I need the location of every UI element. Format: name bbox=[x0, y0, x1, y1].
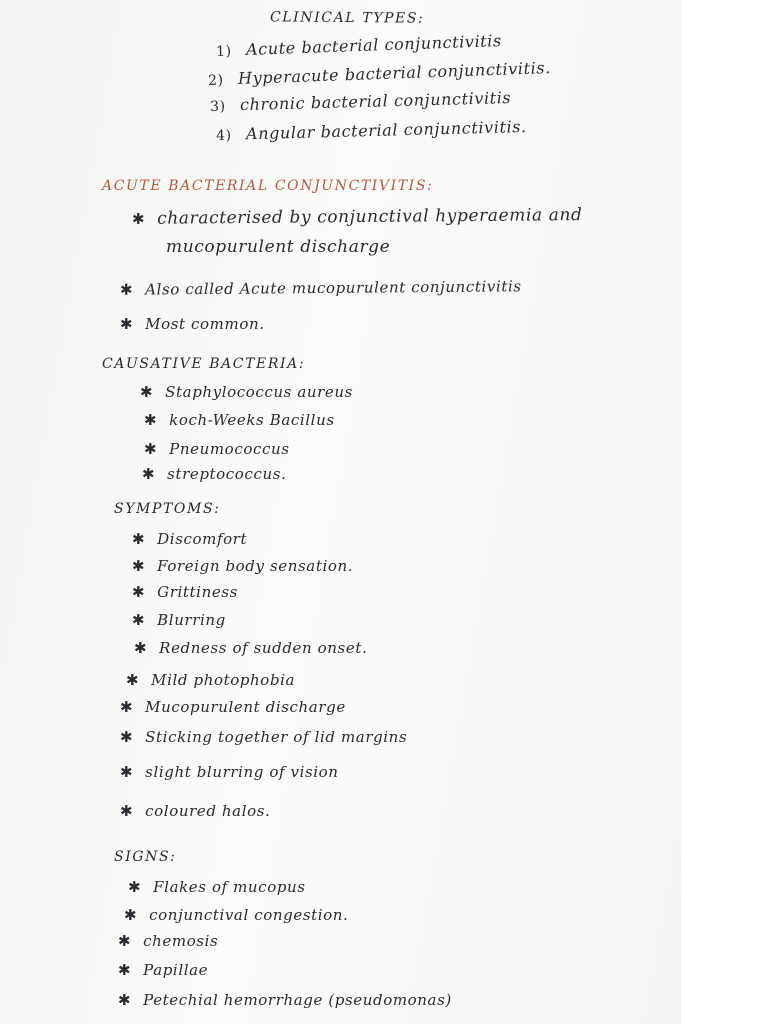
list-item-text: Mucopurulent discharge bbox=[145, 698, 346, 716]
list-item bbox=[132, 557, 353, 575]
list-item bbox=[120, 802, 270, 820]
list-item-text: Foreign body sensation. bbox=[157, 557, 354, 575]
bullet-icon: ✱ bbox=[131, 209, 146, 228]
symptoms-heading: SYMPTOMS: bbox=[114, 501, 221, 517]
list-item-text: Mild photophobia bbox=[151, 671, 296, 689]
bullet-icon: ✱ bbox=[120, 728, 134, 746]
list-item bbox=[140, 383, 353, 401]
list-item-text: streptococcus. bbox=[167, 465, 287, 483]
page-margin bbox=[682, 0, 768, 1024]
bullet-icon: ✱ bbox=[140, 383, 154, 401]
bullet-icon: ✱ bbox=[144, 440, 158, 458]
item-text: chronic bacterial conjunctivitis bbox=[239, 88, 512, 115]
list-item-text: Flakes of mucopus bbox=[153, 878, 306, 896]
bullet-icon: ✱ bbox=[142, 465, 156, 483]
acute-line bbox=[132, 205, 583, 229]
bullet-icon: ✱ bbox=[132, 583, 146, 601]
list-item-text: Sticking together of lid margins bbox=[145, 728, 408, 746]
list-item bbox=[118, 961, 208, 979]
list-item bbox=[132, 583, 238, 601]
bullet-icon: ✱ bbox=[126, 671, 140, 689]
item-number: 2) bbox=[207, 72, 225, 89]
list-item-text: Redness of sudden onset. bbox=[159, 639, 368, 657]
list-item-text: koch-Weeks Bacillus bbox=[169, 411, 335, 429]
list-item bbox=[118, 991, 452, 1009]
bullet-icon: ✱ bbox=[119, 280, 134, 299]
list-item-text: slight blurring of vision bbox=[145, 763, 339, 781]
list-item bbox=[128, 878, 306, 896]
acute-line-continued: mucopurulent discharge bbox=[166, 237, 391, 257]
list-item-text: Grittiness bbox=[157, 583, 238, 601]
list-item bbox=[142, 465, 286, 483]
bullet-icon: ✱ bbox=[120, 763, 134, 781]
clinical-types-heading: CLINICAL TYPES: bbox=[269, 9, 425, 27]
list-item bbox=[132, 611, 226, 629]
list-item bbox=[120, 728, 407, 746]
bullet-icon: ✱ bbox=[118, 991, 132, 1009]
list-item bbox=[124, 906, 348, 924]
list-item bbox=[118, 932, 218, 950]
bullet-icon: ✱ bbox=[132, 557, 146, 575]
bullet-icon: ✱ bbox=[128, 878, 142, 896]
bullet-icon: ✱ bbox=[132, 530, 146, 548]
list-item bbox=[144, 440, 290, 458]
acute-line-text: Also called Acute mucopurulent conjunctivitis bbox=[145, 277, 522, 299]
bullet-icon: ✱ bbox=[124, 906, 138, 924]
list-item bbox=[120, 698, 346, 716]
list-item-text: chemosis bbox=[143, 932, 219, 950]
item-number: 3) bbox=[209, 98, 226, 115]
list-item-text: Petechial hemorrhage (pseudomonas) bbox=[143, 991, 452, 1009]
list-item-text: conjunctival congestion. bbox=[149, 906, 349, 924]
bullet-icon: ✱ bbox=[120, 315, 134, 333]
list-item-text: Papillae bbox=[143, 961, 209, 979]
item-number: 1) bbox=[215, 43, 232, 60]
list-item-text: Staphylococcus aureus bbox=[165, 383, 353, 401]
list-item-text: coloured halos. bbox=[145, 802, 271, 820]
list-item bbox=[134, 639, 367, 657]
list-item bbox=[132, 530, 247, 548]
list-item-text: Blurring bbox=[157, 611, 226, 629]
list-item bbox=[144, 411, 335, 429]
bullet-icon: ✱ bbox=[120, 802, 134, 820]
list-item bbox=[120, 763, 339, 781]
item-text: Acute bacterial conjunctivitis bbox=[245, 31, 503, 59]
bullet-icon: ✱ bbox=[118, 932, 132, 950]
list-item-text: Pneumococcus bbox=[169, 440, 290, 458]
bullet-icon: ✱ bbox=[118, 961, 132, 979]
bullet-icon: ✱ bbox=[134, 639, 148, 657]
signs-heading: SIGNS: bbox=[114, 849, 177, 865]
item-text: Angular bacterial conjunctivitis. bbox=[245, 116, 527, 144]
list-item bbox=[126, 671, 295, 689]
list-item-text: Discomfort bbox=[157, 530, 248, 548]
bullet-icon: ✱ bbox=[144, 411, 158, 429]
acute-line-text: characterised by conjunctival hyperaemia and bbox=[157, 205, 583, 229]
causative-heading: CAUSATIVE BACTERIA: bbox=[102, 356, 306, 372]
acute-heading: ACUTE BACTERIAL CONJUNCTIVITIS: bbox=[102, 178, 434, 194]
acute-line bbox=[120, 277, 522, 299]
item-text: Hyperacute bacterial conjunctivitis. bbox=[237, 58, 552, 88]
bullet-icon: ✱ bbox=[132, 611, 146, 629]
item-number: 4) bbox=[215, 127, 232, 145]
acute-line bbox=[120, 315, 265, 333]
bullet-icon: ✱ bbox=[120, 698, 134, 716]
acute-line-text: Most common. bbox=[145, 315, 265, 333]
